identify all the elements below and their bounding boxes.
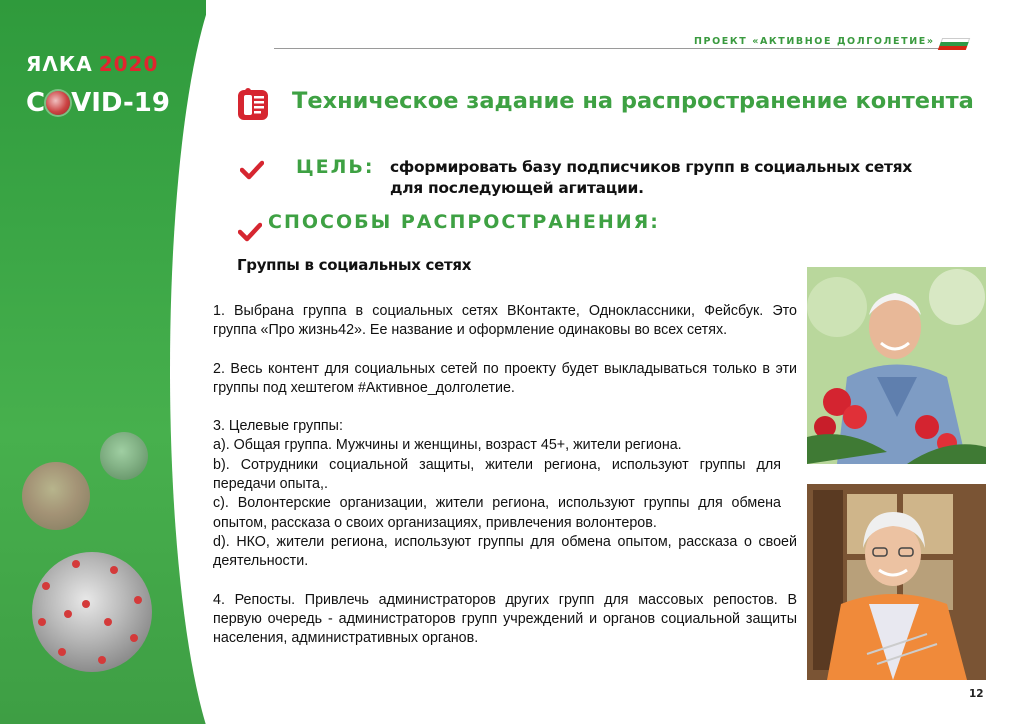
phone-document-icon <box>236 88 276 122</box>
project-name: ПРОЕКТ «АКТИВНОЕ ДОЛГОЛЕТИЕ» <box>694 36 935 47</box>
target-group-b: b). Сотрудники социальной защиты, жители региона, используют группы для передачи опыта,. <box>213 456 781 493</box>
goal-label: ЦЕЛЬ: <box>296 156 375 178</box>
target-group-c: c). Волонтерские организации, жители региона, используют группы для обмена опытом, рассказа о своих организациях, привлечения волонтеров. <box>213 495 781 531</box>
paragraph-1: 1. Выбрана группа в социальных сетях ВКонтакте, Одноклассники, Фейсбук. Это группа «Про жизнь42». Ее название и оформление одинаковы во всех сетях. <box>213 303 797 339</box>
header-divider <box>274 48 964 49</box>
photo-elderly-woman <box>807 484 986 680</box>
page-title: Техническое задание на распространение контента <box>292 88 974 114</box>
brand-logo <box>26 52 158 76</box>
target-group-d: d). НКО, жители региона, используют группы для обмена опытом, рассказа о своей деятельности. <box>213 533 797 570</box>
groups-heading: Группы в социальных сетях <box>237 256 472 274</box>
photo-elderly-man <box>807 267 986 464</box>
flag-icon <box>938 38 970 50</box>
elderly-man-illustration <box>807 267 986 464</box>
virus-image-small <box>100 432 148 480</box>
virus-image-large <box>32 552 152 672</box>
brand-text: ЯΛКА <box>26 52 93 76</box>
elderly-woman-illustration <box>807 484 986 680</box>
virus-icon <box>46 91 70 115</box>
covid-label <box>26 88 170 118</box>
paragraph-2: 2. Весь контент для социальных сетей по проекту будет выкладываться только в эти группы под хештегом #Активное_долголетие. <box>213 360 797 396</box>
page-number: 12 <box>969 688 984 700</box>
covid-suffix: VID-19 <box>71 88 170 118</box>
goal-line-1: сформировать базу подписчиков групп в социальных сетях <box>390 158 913 176</box>
checkmark-icon <box>240 160 264 180</box>
target-group-a: a). Общая группа. Мужчины и женщины, возраст 45+, жители региона. <box>213 437 682 454</box>
goal-text <box>390 157 960 199</box>
methods-label: СПОСОБЫ РАСПРОСТРАНЕНИЯ: <box>268 211 660 233</box>
goal-line-2: для последующей агитации. <box>390 179 644 197</box>
checkmark-icon <box>238 222 262 242</box>
brand-year: 2020 <box>98 52 159 76</box>
virus-image-medium <box>22 462 90 530</box>
paragraph-3-title: 3. Целевые группы: <box>213 418 343 435</box>
covid-prefix: C <box>26 88 46 118</box>
sidebar-panel <box>0 0 206 724</box>
paragraph-4: 4. Репосты. Привлечь администраторов других групп для массовых репостов. В первую очередь - администраторов групп учреждений и органов социальной защиты населения, административных органов. <box>213 591 797 647</box>
sidebar-curve <box>170 0 206 724</box>
body-text <box>213 302 797 648</box>
